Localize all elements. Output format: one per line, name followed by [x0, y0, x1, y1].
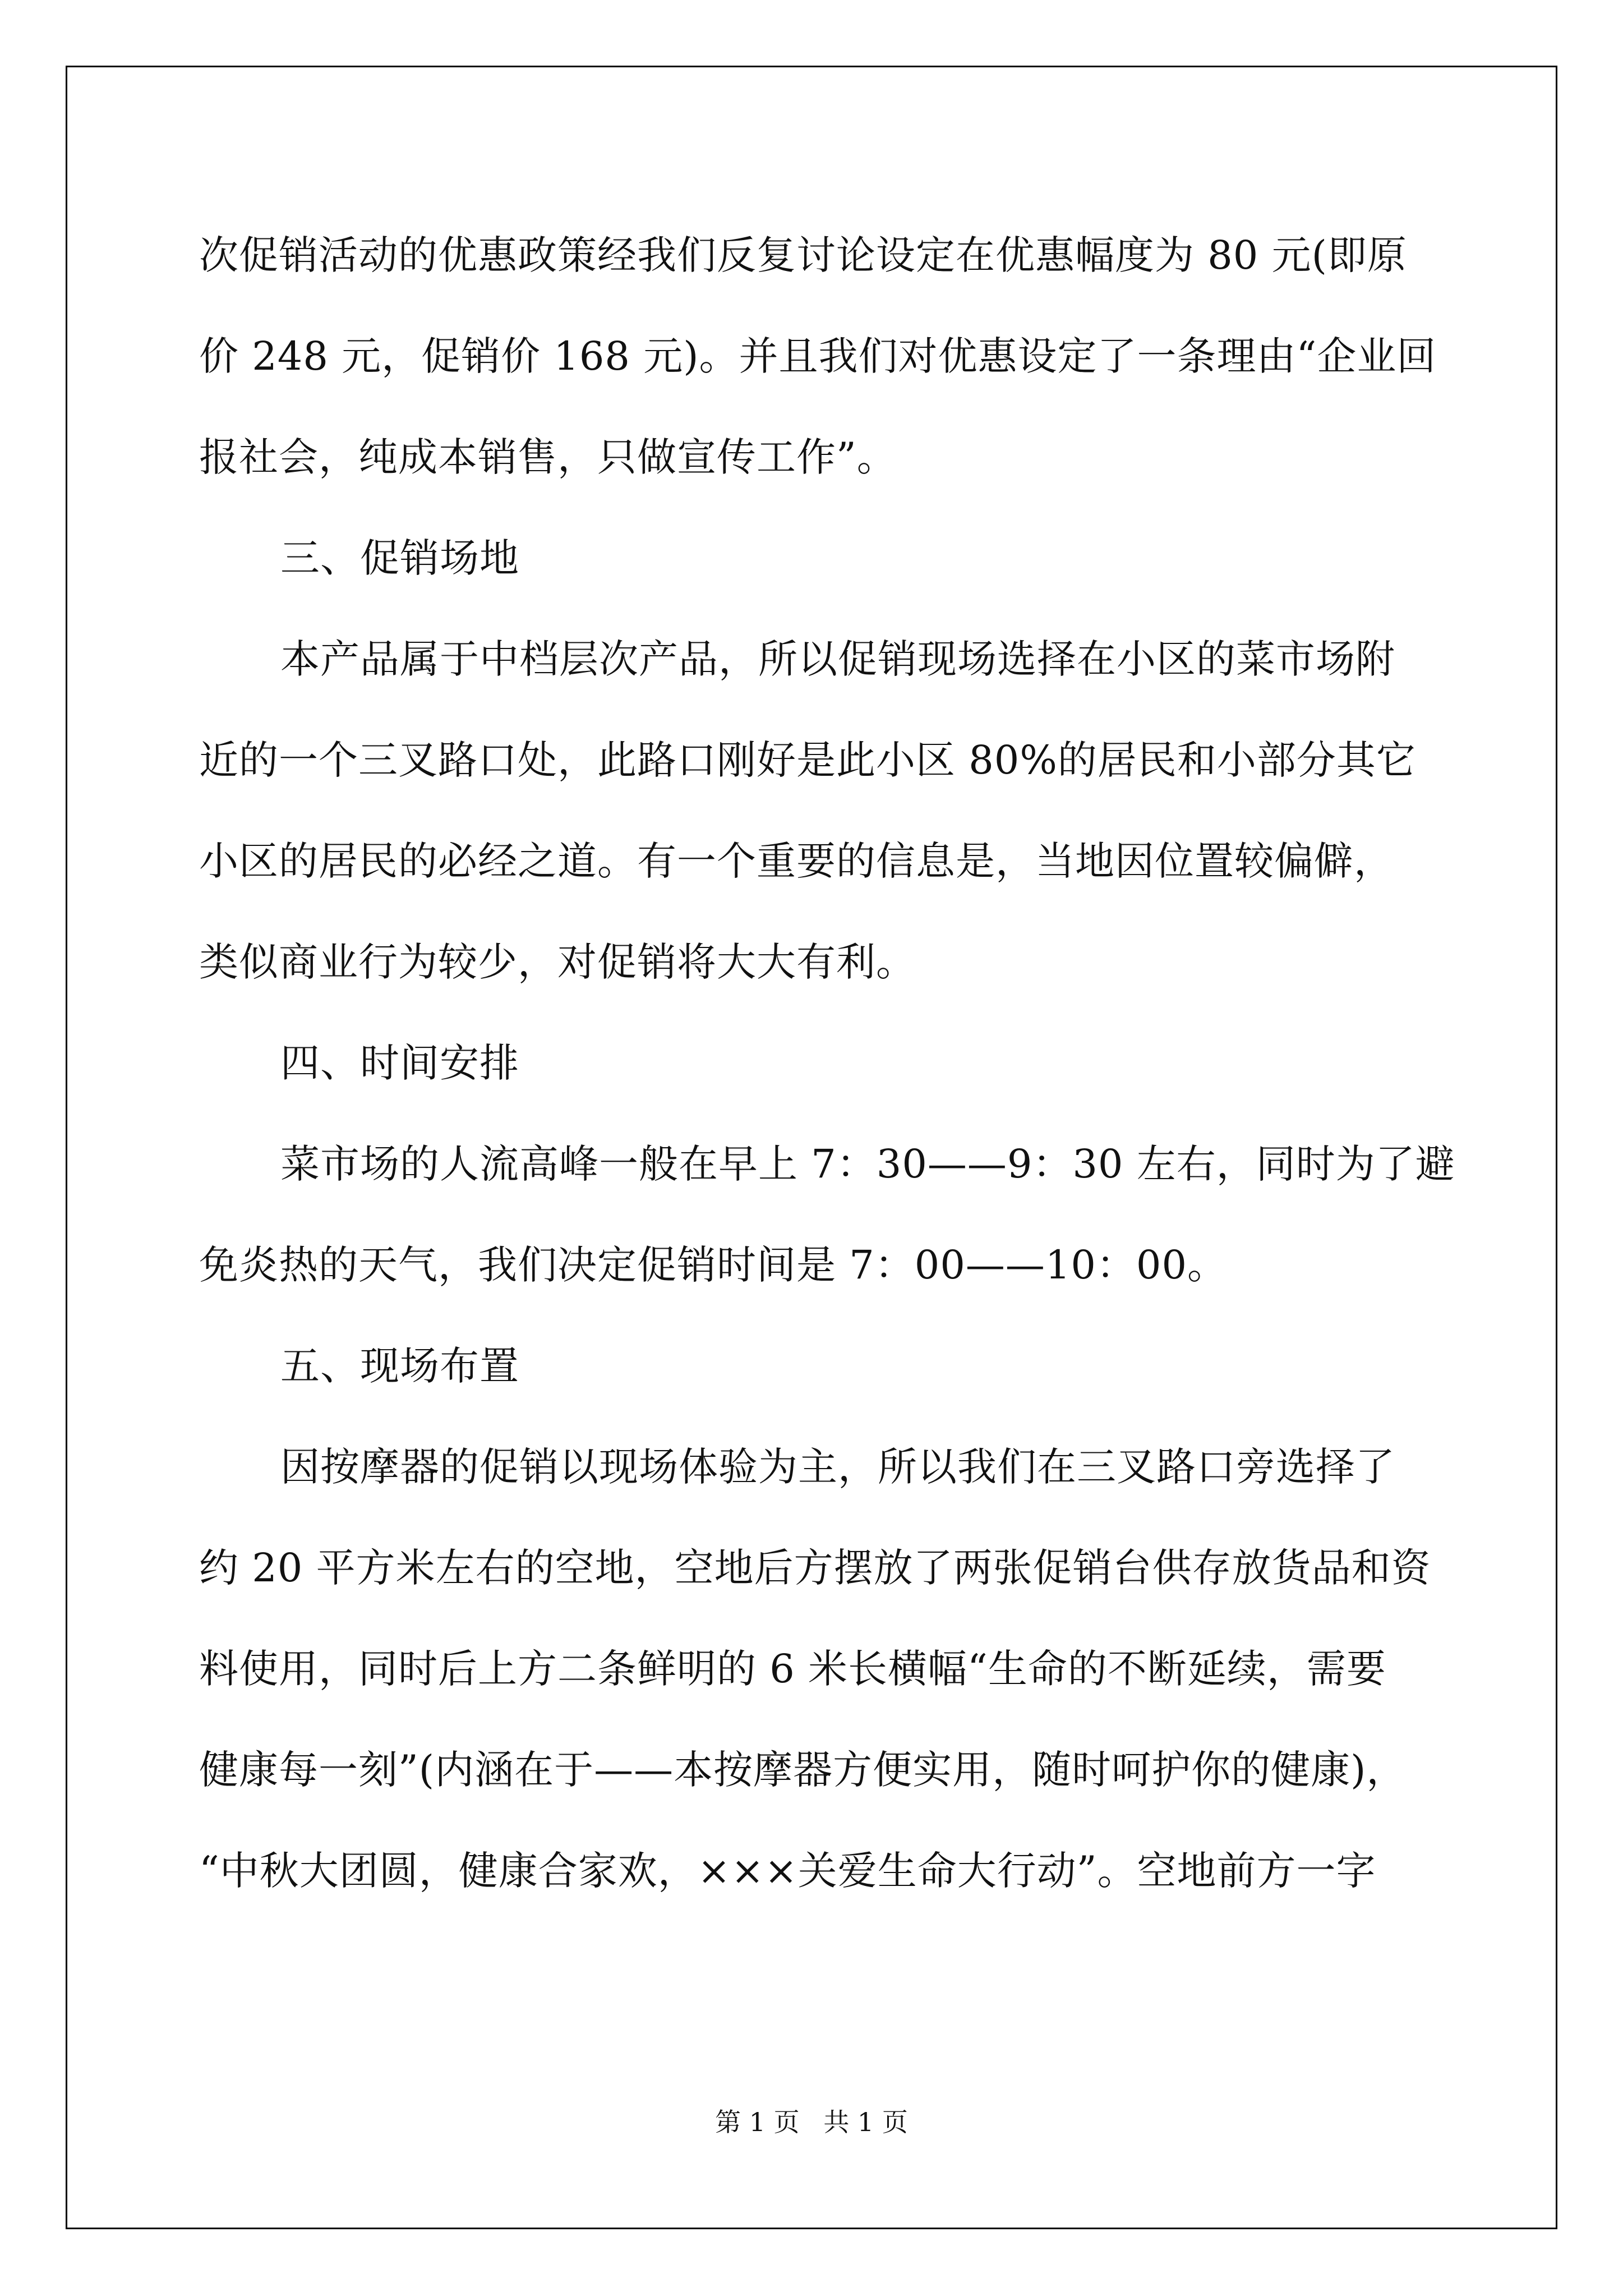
text-line: 本产品属于中档层次产品，所以促销现场选择在小区的菜市场附 [280, 636, 1395, 682]
section-heading: 三、促销场地 [280, 535, 519, 581]
text-line: 近的一个三叉路口处，此路口刚好是此小区 80%的居民和小部分其它 [199, 737, 1416, 783]
section-heading: 五、现场布置 [280, 1343, 519, 1389]
page-number: 第 1 页 [715, 2107, 800, 2137]
text-line: 约 20 平方米左右的空地，空地后方摆放了两张促销台供存放货品和资 [199, 1545, 1431, 1591]
text-line: “中秋大团圆，健康合家欢，×××关爱生命大行动”。空地前方一字 [199, 1848, 1376, 1894]
page-total: 共 1 页 [823, 2107, 908, 2137]
section-heading: 四、时间安排 [280, 1040, 519, 1086]
text-line: 小区的居民的必经之道。有一个重要的信息是，当地因位置较偏僻， [199, 838, 1394, 884]
text-line: 健康每一刻”(内涵在于——本按摩器方便实用，随时呵护你的健康)， [199, 1747, 1407, 1793]
page-footer [0, 2102, 1623, 2139]
text-line: 因按摩器的促销以现场体验为主，所以我们在三叉路口旁选择了 [280, 1444, 1395, 1490]
text-line: 次促销活动的优惠政策经我们反复讨论设定在优惠幅度为 80 元(即原 [199, 232, 1407, 278]
text-line: 料使用，同时后上方二条鲜明的 6 米长横幅“生命的不断延续，需要 [199, 1646, 1386, 1692]
text-line: 免炎热的天气，我们决定促销时间是 7：00——10：00。 [199, 1242, 1228, 1288]
text-line: 价 248 元，促销价 168 元)。并且我们对优惠设定了一条理由“企业回 [199, 333, 1437, 379]
text-line: 报社会，纯成本销售，只做宣传工作”。 [199, 434, 897, 480]
text-line: 菜市场的人流高峰一般在早上 7：30——9：30 左右，同时为了避 [280, 1141, 1455, 1187]
text-line: 类似商业行为较少，对促销将大大有利。 [199, 939, 916, 985]
